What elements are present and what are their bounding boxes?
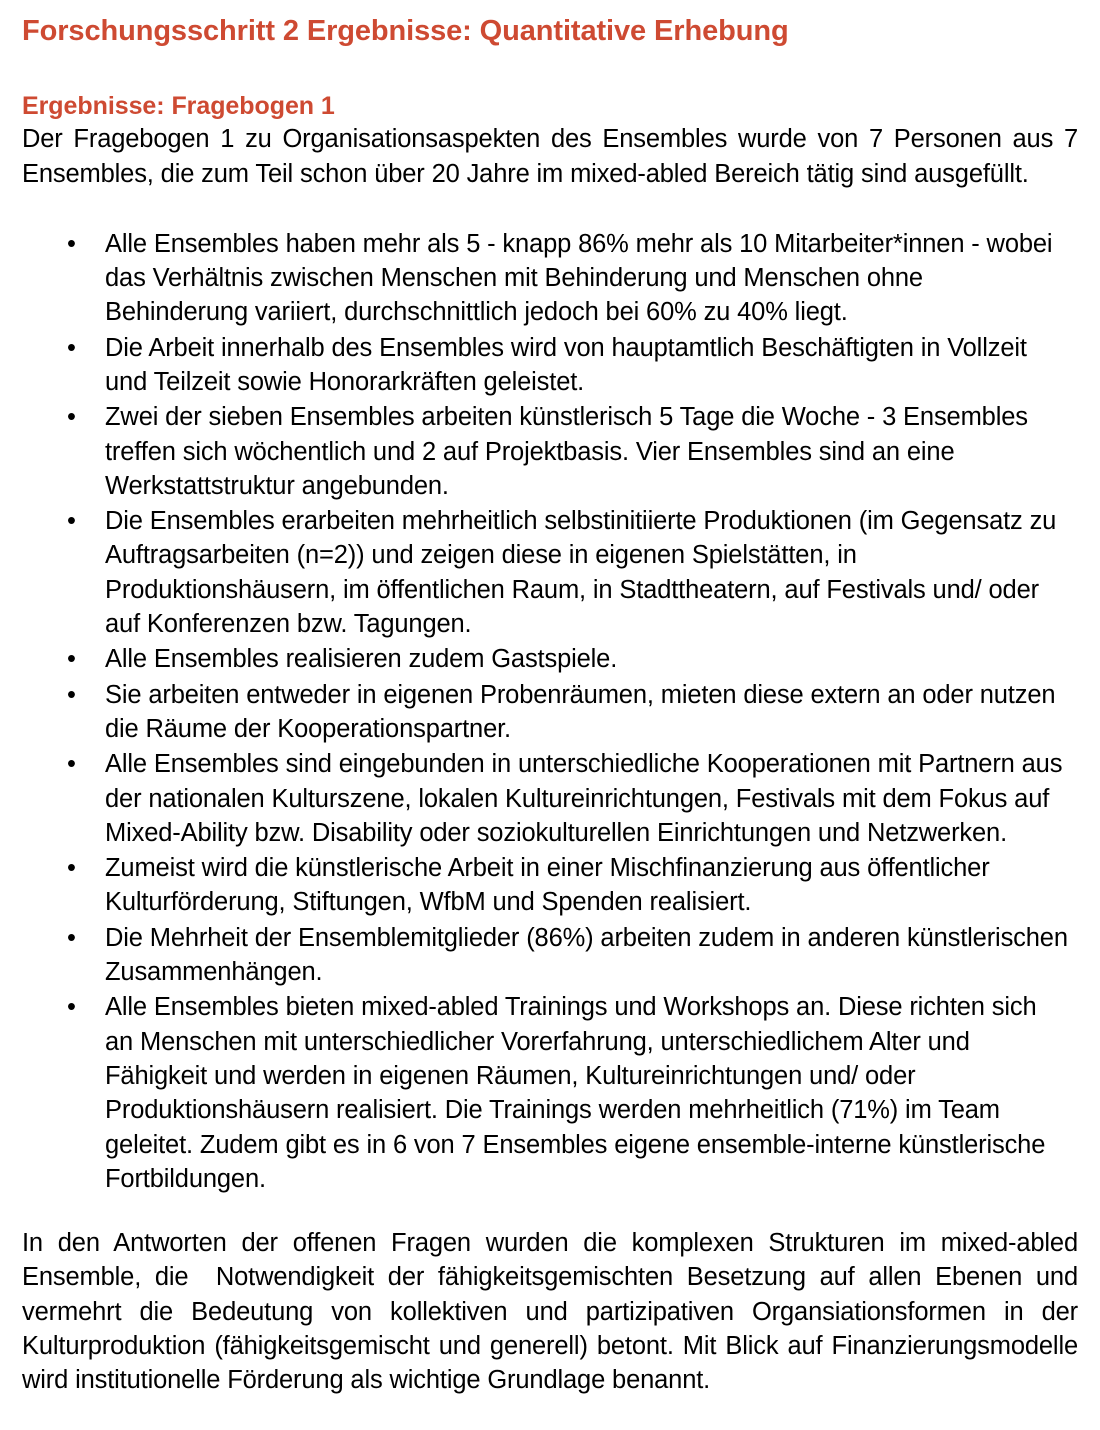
bullet-point-icon: • (67, 750, 76, 779)
section-heading: Ergebnisse: Fragebogen 1 (22, 92, 335, 121)
bullet-point-icon: • (67, 507, 76, 536)
list-item (22, 400, 1078, 503)
list-item-text: Alle Ensembles bieten mixed-abled Trainings und Workshops an. Diese richten sich an Menschen mit unterschiedlicher Vorerfahrung, unterschiedlichem Alter und Fähigkeit und werden in eigenen Räumen, Kultureinrichtungen und/ oder Produktionshäusern realisiert. Die Trainings werden mehrheitlich (71%) im Team geleitet. Zudem gibt es in 6 von 7 Ensembles eigene ensemble-interne künstlerische Fortbildungen. (105, 993, 1046, 1193)
list-item (22, 678, 1078, 747)
bullet-point-icon: • (67, 680, 76, 709)
page-title: Forschungsschritt 2 Ergebnisse: Quantitative Erhebung (22, 15, 789, 47)
bullet-point-icon: • (67, 229, 76, 258)
list-item (22, 227, 1078, 330)
list-item (22, 331, 1078, 400)
intro-paragraph: Der Fragebogen 1 zu Organisationsaspekten des Ensembles wurde von 7 Personen aus 7 Ensembles, die zum Teil schon über 20 Jahre im mixed-abled Bereich tätig sind ausgefüllt. (22, 125, 1078, 188)
list-item (22, 504, 1078, 641)
list-item-text: Alle Ensembles haben mehr als 5 - knapp 86% mehr als 10 Mitarbeiter*innen - wobei das Verhältnis zwischen Menschen mit Behinderung und Menschen ohne Behinderung variiert, durchschnittlich jedoch bei 60% zu 40% liegt. (105, 229, 1053, 327)
bullet-point-icon: • (67, 403, 76, 432)
findings-bullet-list (22, 227, 1078, 1196)
list-item-text: Alle Ensembles realisieren zudem Gastspiele. (105, 645, 618, 674)
list-item (22, 642, 1078, 676)
list-item (22, 990, 1078, 1196)
bullet-point-icon: • (67, 854, 76, 883)
list-item-text: Die Ensembles erarbeiten mehrheitlich selbstinitiierte Produktionen (im Gegensatz zu Auftragsarbeiten (n=2)) und zeigen diese in eigenen Spielstätten, in Produktionshäusern, im öffentlichen Raum, in Stadttheatern, auf Festivals und/ oder auf Konferenzen bzw. Tagungen. (105, 507, 1057, 639)
list-item-text: Alle Ensembles sind eingebunden in unterschiedliche Kooperationen mit Partnern aus der nationalen Kulturszene, lokalen Kultureinrichtungen, Festivals mit dem Fokus auf Mixed-Ability bzw. Disability oder soziokulturellen Einrichtungen und Netzwerken. (105, 750, 1063, 847)
list-item-text: Die Arbeit innerhalb des Ensembles wird von hauptamtlich Beschäftigten in Vollzeit und Teilzeit sowie Honorarkräften geleistet. (105, 333, 1027, 396)
list-item (22, 747, 1078, 850)
closing-paragraph: In den Antworten der offenen Fragen wurden die komplexen Strukturen im mixed-abled Ensemble, die Notwendigkeit der fähigkeitsgemischten Besetzung auf allen Ebenen und vermehrt die Bedeutung von kollektiven und partizipativen Organsiationsformen in der Kulturproduktion (fähigkeitsgemischt und generell) betont. Mit Blick auf Finanzierungsmodelle wird institutionelle Förderung als wichtige Grundlage benannt. (22, 1229, 1085, 1395)
list-item-text: Sie arbeiten entweder in eigenen Probenräumen, mieten diese extern an oder nutzen die Räume der Kooperationspartner. (105, 680, 1056, 743)
list-item-text: Zumeist wird die künstlerische Arbeit in einer Mischfinanzierung aus öffentlicher Kulturförderung, Stiftungen, WfbM und Spenden realisiert. (105, 854, 990, 917)
list-item-text: Die Mehrheit der Ensemblemitglieder (86%) arbeiten zudem in anderen künstlerischen Zusammenhängen. (105, 923, 1068, 987)
bullet-point-icon: • (67, 993, 76, 1022)
list-item (22, 851, 1078, 920)
list-item-text: Zwei der sieben Ensembles arbeiten künstlerisch 5 Tage die Woche - 3 Ensembles treffen sich wöchentlich und 2 auf Projektbasis. Vier Ensembles sind an eine Werkstattstruktur angebunden. (105, 403, 1028, 500)
bullet-point-icon: • (67, 333, 76, 362)
list-item (22, 921, 1078, 990)
bullet-point-icon: • (67, 923, 76, 952)
bullet-point-icon: • (67, 645, 76, 674)
